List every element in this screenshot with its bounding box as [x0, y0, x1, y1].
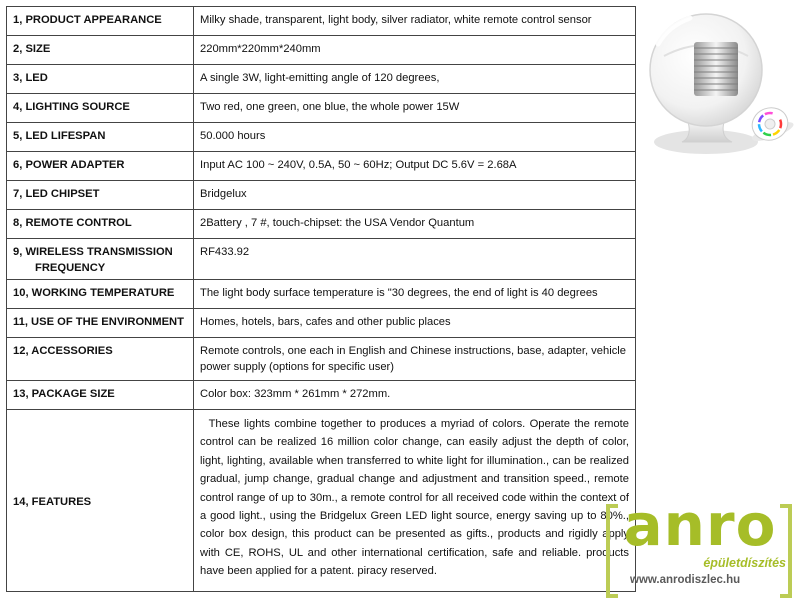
spec-key: 5, LED LIFESPAN: [7, 123, 194, 152]
spec-row-remote-control: [7, 210, 636, 239]
spec-row-features: [7, 410, 636, 592]
spec-key: 13, PACKAGE SIZE: [7, 381, 194, 410]
spec-value: Remote controls, one each in English and Chinese instructions, base, adapter, vehicle power supply (options for specific user): [194, 338, 636, 381]
spec-value: 2Battery , 7 #, touch-chipset: the USA Vendor Quantum: [194, 210, 636, 239]
spec-key-line2: FREQUENCY: [35, 262, 106, 274]
spec-value: Milky shade, transparent, light body, silver radiator, white remote control sensor: [194, 7, 636, 36]
spec-value: RF433.92: [194, 239, 636, 280]
spec-key: 6, POWER ADAPTER: [7, 152, 194, 181]
spec-row-led: [7, 65, 636, 94]
spec-table: [6, 6, 636, 592]
spec-value: The light body surface temperature is "30 degrees, the end of light is 40 degrees: [194, 280, 636, 309]
anro-logo: [606, 491, 796, 596]
logo-bracket-left: [606, 504, 618, 598]
spec-key-line1: 9, WIRELESS TRANSMISSION: [13, 246, 173, 258]
spec-row-working-temperature: [7, 280, 636, 309]
spec-value: 220mm*220mm*240mm: [194, 36, 636, 65]
spec-key: 3, LED: [7, 65, 194, 94]
spec-key: 12, ACCESSORIES: [7, 338, 194, 381]
spec-key: 1, PRODUCT APPEARANCE: [7, 7, 194, 36]
spec-value: A single 3W, light-emitting angle of 120 degrees,: [194, 65, 636, 94]
logo-url: www.anrodiszlec.hu: [630, 574, 741, 586]
spec-key: 10, WORKING TEMPERATURE: [7, 280, 194, 309]
spec-value: Two red, one green, one blue, the whole power 15W: [194, 94, 636, 123]
spec-row-led-lifespan: [7, 123, 636, 152]
spec-key: 4, LIGHTING SOURCE: [7, 94, 194, 123]
spec-key: 2, SIZE: [7, 36, 194, 65]
spec-value: 50.000 hours: [194, 123, 636, 152]
spec-row-led-chipset: [7, 181, 636, 210]
spec-value: Bridgelux: [194, 181, 636, 210]
spec-row-environment: [7, 309, 636, 338]
spec-value: These lights combine together to produces a myriad of colors. Operate the remote control can be realized 16 million color change, can easily adjust the depth of color, light, lighting, available when transferred to white light for illumination., can be realized gradual, jump change, gradual change and adjustment and transition speed., remote control range of up to 30m., a remote control for all received code within the context of a good light., using the Bridgelux Green LED light source, energy saving up to 80%., color box design, this product can be presented as gifts., products and rigidly apply with CE, ROHS, UL and other international certification, safe and reliable. products have been applied for a patent. piracy reserved.: [194, 410, 636, 592]
spec-key: 11, USE OF THE ENVIRONMENT: [7, 309, 194, 338]
spec-value: Homes, hotels, bars, cafes and other public places: [194, 309, 636, 338]
spec-value: Color box: 323mm * 261mm * 272mm.: [194, 381, 636, 410]
spec-row-appearance: [7, 7, 636, 36]
spec-key: 7, LED CHIPSET: [7, 181, 194, 210]
product-image: [634, 4, 800, 164]
spec-key-wrap: [13, 244, 173, 276]
spec-row-power-adapter: [7, 152, 636, 181]
spec-row-accessories: [7, 338, 636, 381]
logo-wordmark: anro: [623, 491, 777, 559]
spec-row-lighting-source: [7, 94, 636, 123]
spec-key: 14, FEATURES: [7, 410, 194, 592]
logo-subtitle: épületdíszítés: [703, 556, 786, 570]
spec-row-wireless-frequency: [7, 239, 636, 280]
globe-lamp-icon: [634, 4, 800, 164]
spec-row-size: [7, 36, 636, 65]
spec-key: 8, REMOTE CONTROL: [7, 210, 194, 239]
spec-key: [7, 239, 194, 280]
spec-row-package-size: [7, 381, 636, 410]
spec-value: Input AC 100 ~ 240V, 0.5A, 50 ~ 60Hz; Output DC 5.6V = 2.68A: [194, 152, 636, 181]
